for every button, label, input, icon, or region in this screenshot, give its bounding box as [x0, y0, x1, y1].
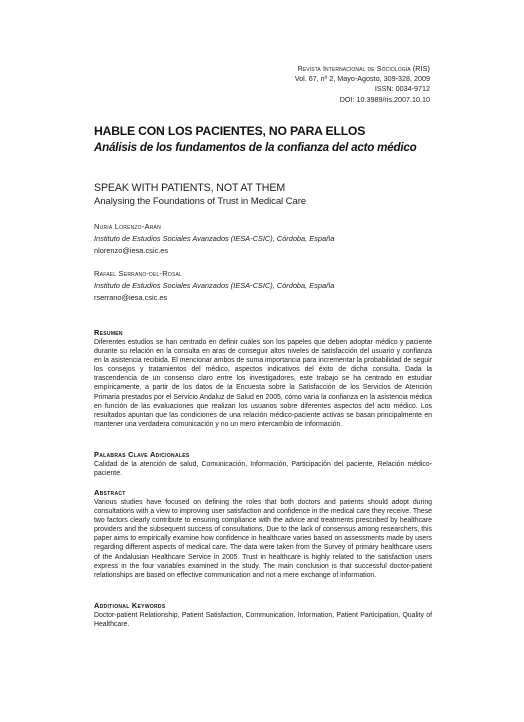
author-block — [94, 222, 432, 255]
author-affiliation: Instituto de Estudios Sociales Avanzados (IESA-CSIC), Córdoba, España — [94, 234, 335, 243]
journal-volume: Vol. 67, nº 2, Mayo-Agosto, 309-328, 2009 — [294, 74, 430, 84]
author-block — [94, 269, 432, 302]
title-spanish: HABLE CON LOS PACIENTES, NO PARA ELLOS — [94, 124, 366, 138]
journal-issn: ISSN: 0034-9712 — [374, 84, 430, 94]
resumen-section — [94, 328, 432, 429]
title-english: SPEAK WITH PATIENTS, NOT AT THEM — [94, 182, 286, 194]
palabras-clave-heading: Palabras Clave Adicionales — [94, 450, 190, 459]
journal-header — [295, 64, 430, 105]
abstract-heading: Abstract — [94, 488, 126, 497]
resumen-text: Diferentes estudios se han centrado en definir cuáles son los papeles que deben adoptar médico y paciente durante su relación en la consulta en aras de conseguir altos niveles de satisfacción del usuario y confianza en la asistencia recibida. El mencionar ambos de suma importancia para incrementar la probabilidad de seguir los consejos y tratamientos del médico, aspectos indicativos del éxito de dicha consulta. Dada la trascendencia de un consenso claro entre los investigadores, este trabajo se ha centrado en estudiar empíricamente, a partir de los datos de la Encuesta sobre la Satisfacción de los Servicios de Atención Primaria prestados por el Servicio Andaluz de Salud en 2005, cómo varía la confianza en la asistencia médica en función de las evaluaciones que realizan los usuarios sobre diferentes aspectos del acto médico. Los resultados apuntan que las condiciones de una relación médico-paciente activas se basan principalmente en mantener una verdadera comunicación y no un mero intercambio de información. — [94, 339, 432, 428]
palabras-clave-section — [94, 450, 432, 478]
keywords-section — [94, 601, 432, 629]
subtitle-english: Analysing the Foundations of Trust in Medical Care — [94, 196, 307, 207]
journal-name: Revista Internacional de Sociología (RIS) — [297, 64, 430, 73]
author-affiliation: Instituto de Estudios Sociales Avanzados (IESA-CSIC), Córdoba, España — [94, 281, 335, 290]
author-email: nlorenzo@iesa.csic.es — [94, 246, 169, 255]
abstract-section — [94, 488, 432, 580]
journal-doi: DOI: 10.3989/ris.2007.10.10 — [339, 94, 430, 104]
palabras-clave-text: Calidad de la atención de salud, Comunicación, Información, Participación del paciente, Relación médico-paciente. — [94, 461, 432, 478]
resumen-heading: Resumen — [94, 328, 123, 337]
abstract-text: Various studies have focused on defining the roles that both doctors and patients should adopt during consultations with a view to improving user satisfaction and confidence in the medical care they receive. These two factors clearly contribute to ensuring compliance with the advice and treatments prescribed by healthcare providers and the subsequent success of consultations. Due to the lack of consensus among researchers, this paper aims to empirically examine how confidence in healthcare varies based on assessments made by users regarding different aspects of medical care. The data were taken from the Survey of primary healthcare users of the Andalusian Healthcare Service in 2005. Trust in healthcare is highly related to the satisfaction users express in the four variables examined in the study. The main conclusion is that successful doctor-patient relationships are based on effective communication and not a mere exchange of information. — [94, 499, 432, 579]
author-name: Rafael Serrano-del-Rosal — [94, 269, 183, 278]
keywords-text: Doctor-patient Relationship, Patient Satisfaction, Communication, Information, Patient Participation, Quality of Healthcare. — [94, 612, 432, 629]
keywords-heading: Additional Keywords — [94, 601, 166, 610]
author-email: rserrano@iesa.csic.es — [94, 293, 168, 302]
subtitle-spanish: Análisis de los fundamentos de la confianza del acto médico — [94, 141, 417, 154]
author-name: Nuria Lorenzo-Arán — [94, 222, 161, 231]
